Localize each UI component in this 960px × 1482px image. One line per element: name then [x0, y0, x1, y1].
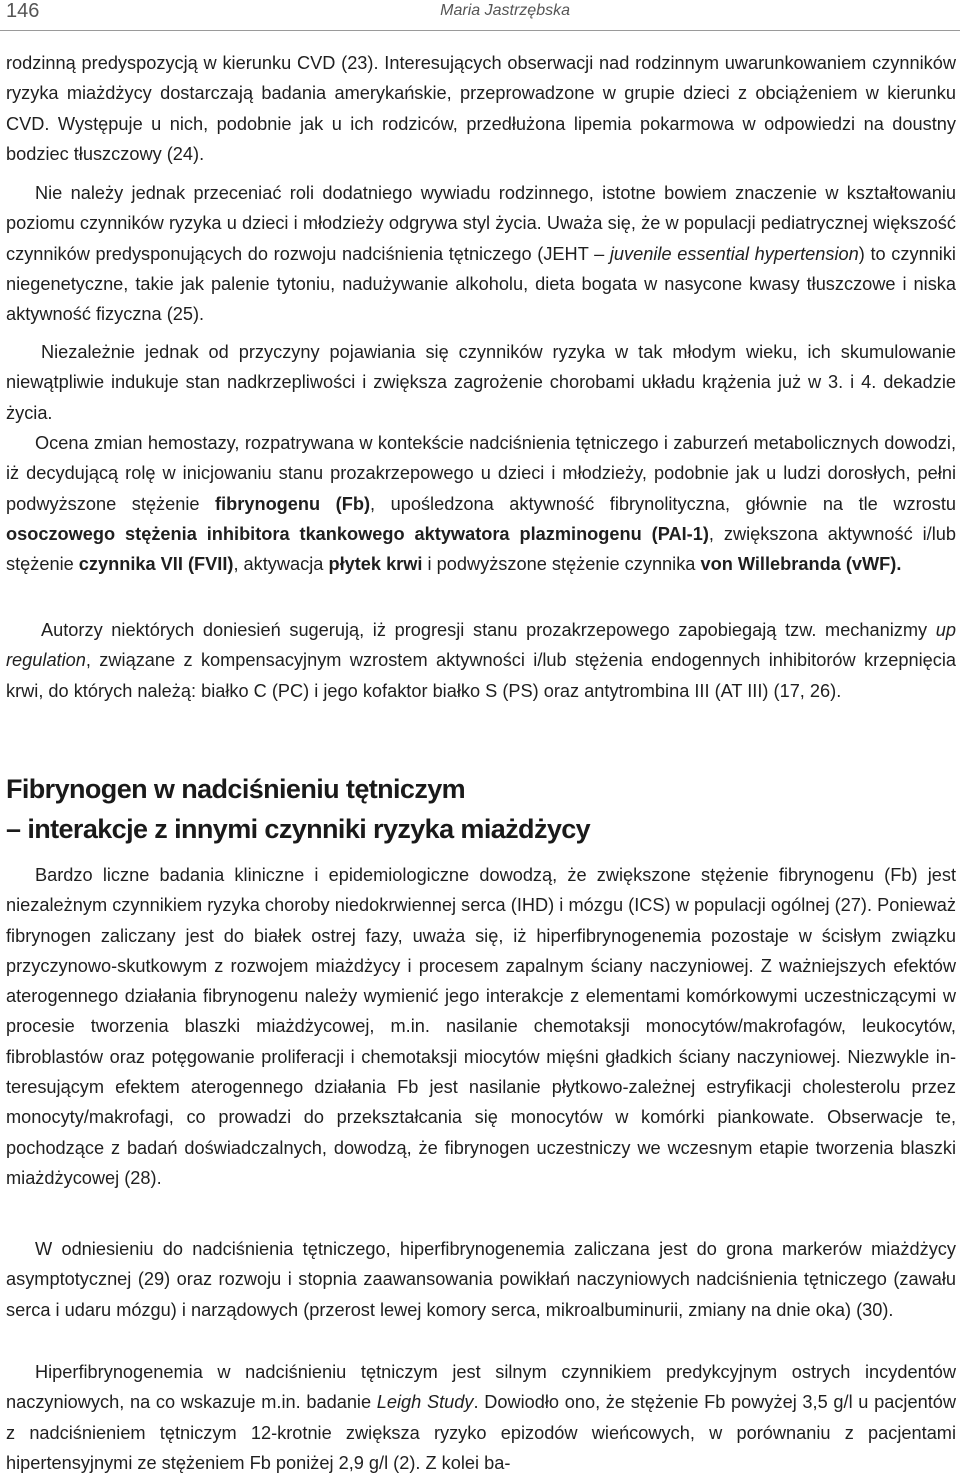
paragraph-hypercoagulability	[6, 337, 956, 428]
paragraph-text: , zwiększona aktywność i/lub stężenie	[6, 523, 956, 575]
section-heading-line-2: – interakcje z innymi czynniki ryzyka miażdżycy	[6, 814, 591, 844]
bold-term: czynnika VII (FVII)	[78, 554, 234, 575]
header-rule	[0, 30, 960, 31]
paragraph-text: W odniesieniu do nadciśnienia tętniczego, hiperfibrynogenemia zaliczana jest do grona markerów miażdżycy asymptotycznej (29) oraz rozwoju i stopnia zaawansowania powikłań naczyniowych nadciśnienia tętniczego (zawału serca i udaru mózgu) i narządowych (przerost lewej komory serca, mikroalbuminurii, zmiany na dnie oka) (30).	[6, 1239, 956, 1320]
paragraph-text: Hiperfibrynogenemia w nadciśnieniu tętniczym jest silnym czynnikiem predykcyjnym ostrych incydentów naczyniowych, na co wskazuje m.in. badanie	[6, 1362, 956, 1413]
section-heading-line-1: Fibrynogen w nadciśnieniu tętniczym	[6, 774, 466, 804]
italic-term: juvenile essential hypertension	[609, 243, 859, 264]
italic-term: up regulation	[6, 620, 956, 671]
running-header	[0, 0, 960, 30]
paragraph-family-predisposition	[6, 48, 956, 169]
paragraph-text: , upośledzona aktywność fibrynolityczna, głównie na tle wzrostu	[370, 493, 957, 514]
paragraph-text: Nie należy jednak przeceniać roli dodatniego wywiadu rodzinnego, istotne bowiem znaczenie w kształtowaniu poziomu czynników ryzyka u dzieci i młodzieży odgrywa styl życia. Uważa się, że w populacji pediatrycznej większość czynników predysponujących do rozwoju nadciśnienia tętniczego (JEHT –	[6, 183, 956, 264]
bold-term: fibrynogenu (Fb)	[215, 493, 371, 514]
paragraph-leigh-study	[6, 1357, 956, 1478]
bold-term: płytek krwi	[328, 554, 423, 575]
paragraph-hemostasis	[6, 428, 956, 579]
bold-term: osoczowego stężenia inhibitora tkankowego aktywatora plazminogenu (PAI-1)	[6, 523, 709, 544]
paragraph-fibrinogen-risk	[6, 860, 956, 1193]
paragraph-text: , aktywacja	[233, 554, 329, 575]
running-author: Maria Jastrzębska	[440, 2, 570, 19]
paragraph-text: Niezależnie jednak od przyczyny pojawiania się czynników ryzyka w tak młodym wieku, ich skumulowanie niewątpliwie indukuje stan nadkrzepliwości i zwiększa zagrożenie chorobami układu krążenia już w 3. i 4. dekadzie życia.	[6, 342, 956, 423]
paragraph-text: Bardzo liczne badania kliniczne i epidemiologiczne dowodzą, że zwiększone stężenie fibrynogenu (Fb) jest niezależnym czynnikiem ryzyka choroby niedokrwiennej serca (IHD) i mózgu (ICS) w populacji ogólnej (27). Ponieważ fibrynogen zaliczany jest do białek ostrej fazy, uważa się, iż hiperfibrynogenemia pozostaje w ścisłym związku przyczynowo-skutkowym z rozwojem miażdżycy i procesem zapalnym ściany naczyniowej. Z ważniejszych efektów aterogennego działania fibrynogenu należy wymienić jego interakcje z elementami komórkowymi uczestniczącymi w procesie tworzenia blaszki miażdżycowej, m.in. nasilanie chemotaksji monocytów/makrofagów, leukocytów, fibroblastów oraz potęgowanie proliferacji i chemotaksji miocytów mięśni gładkich ściany naczyniowej. Niezwykle interesującym efektem aterogennego działania Fb jest nasilanie płytkowo-zależnej estryfikacji cholesterolu przez monocyty/makrofagi, co prowadzi do przekształcania się monocytów w komórki piankowate. Obserwacje te, pochodzące z badań doświadczalnych, dowodzą, że fibrynogen uczestniczy we wczesnym etapie tworzenia blaszki miażdżycowej (28).	[6, 865, 956, 1188]
paragraph-text: rodzinną predyspozycją w kierunku CVD (23). Interesujących obserwacji nad rodzinnym uwarunkowaniem czynników ryzyka miażdżycy dostarczają badania amerykańskie, przeprowadzone w grupie dzieci z obciążeniem w kierunku CVD. Występuje u nich, podobnie jak u ich rodziców, przedłużona lipemia pokarmowa w odpowiedzi na doustny bodziec tłuszczowy (24).	[6, 53, 956, 164]
paragraph-text: Autorzy niektórych doniesień sugerują, iż progresji stanu prozakrzepowego zapobiegają tzw. mechanizmy	[41, 620, 936, 640]
paragraph-text: . Dowiodło ono, że stężenie Fb powyżej 3,5 g/l u pacjentów z nadciśnieniem tętniczym 12-krotnie zwiększa ryzyko epizodów wieńcowych, w porównaniu z pacjentami hipertensyjnymi ze stężeniem Fb poniżej 2,9 g/l (2). Z kolei ba-	[6, 1392, 956, 1473]
paragraph-text: ) to czynniki niegenetyczne, takie jak palenie tytoniu, nadużywanie alkoholu, dieta bogata w nasycone kwasy tłuszczowe i niska aktywność fizyczna (25).	[6, 243, 956, 325]
bold-term: von Willebranda (vWF).	[700, 554, 902, 575]
italic-term: Leigh Study	[376, 1392, 474, 1413]
paragraph-text: Ocena zmian hemostazy, rozpatrywana w kontekście nadciśnienia tętniczego i zaburzeń metabolicznych dowodzi, iż decydującą rolę w inicjowaniu stanu prozakrzepowego u dzieci i młodzieży, podobnie jak u ludzi dorosłych, pełni podwyższone stężenie	[6, 433, 956, 514]
page-number: 146	[6, 0, 40, 22]
section-heading	[6, 769, 956, 849]
paragraph-text: , związane z kompensacyjnym wzrostem aktywności i/lub stężenia endogennych inhibitorów krzepnięcia krwi, do których należą: białko C (PC) i jego kofaktor białko S (PS) oraz antytrombina III (AT III) (17, 26).	[6, 650, 956, 701]
paragraph-up-regulation	[6, 615, 956, 706]
paragraph-hypertension-markers	[6, 1234, 956, 1325]
paragraph-text: i podwyższone stężenie czynnika	[422, 554, 701, 575]
paragraph-lifestyle	[6, 178, 956, 329]
